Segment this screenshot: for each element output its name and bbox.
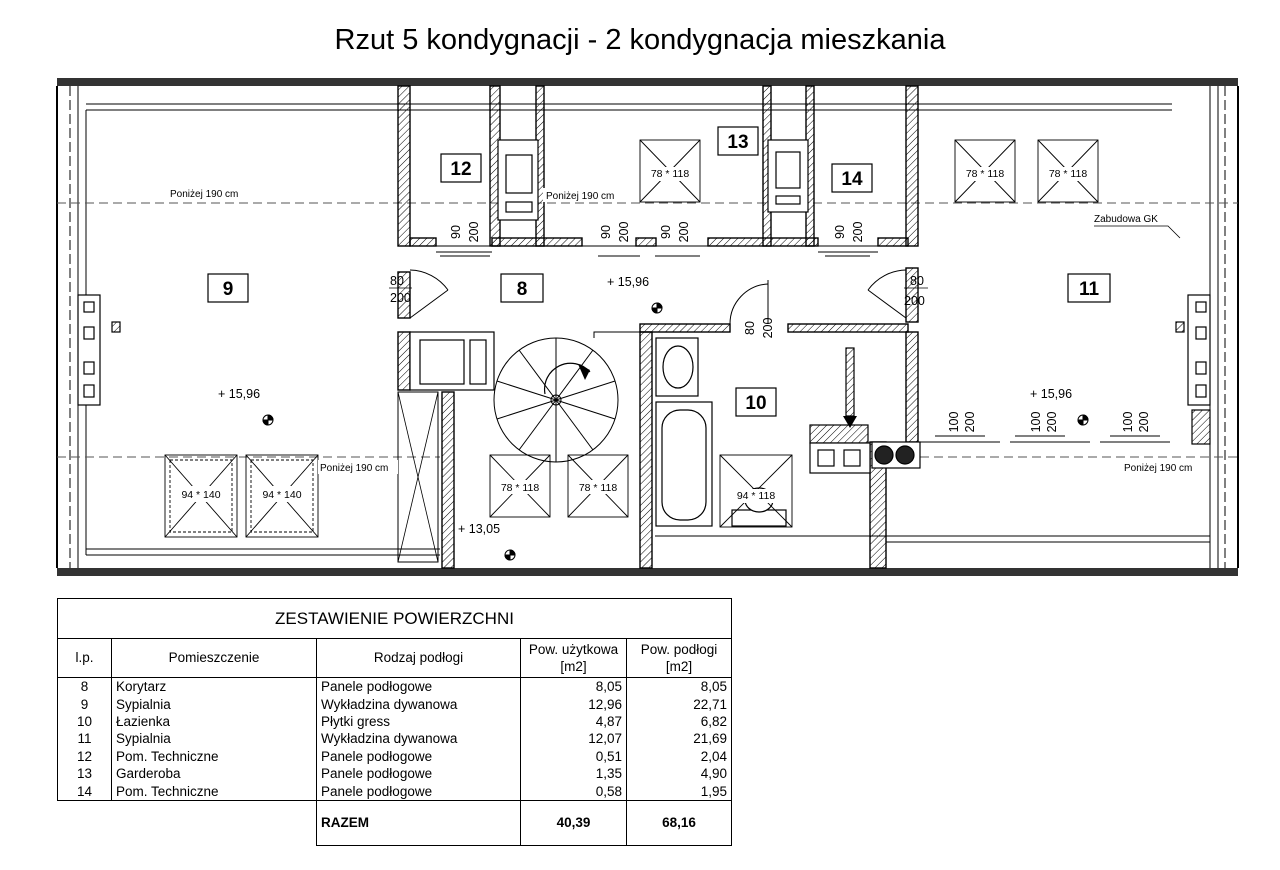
cell-usable: 12,96: [521, 695, 627, 712]
window-label: 78 * 118: [578, 482, 618, 494]
window-label: 94 * 140: [181, 489, 221, 501]
spiral-stairs: [494, 332, 640, 462]
cell-room: Łazienka: [112, 713, 317, 730]
door-width: 90: [449, 225, 463, 239]
table-row: [58, 695, 732, 712]
room-label: 9: [222, 279, 234, 300]
door-width: 80: [743, 321, 757, 335]
cell-floor: Wykładzina dywanowa: [317, 730, 521, 747]
door-width: 100: [1029, 411, 1043, 433]
table-row: [58, 730, 732, 747]
height-note: Poniżej 190 cm: [1124, 463, 1193, 474]
door-height: 200: [963, 411, 977, 433]
header-lp: l.p.: [58, 638, 112, 677]
total-label: RAZEM: [317, 800, 521, 845]
table-caption: ZESTAWIENIE POWIERZCHNI: [58, 599, 732, 639]
elevation-label: + 15,96: [607, 275, 650, 289]
cell-usable: 0,51: [521, 748, 627, 765]
cell-floor: Wykładzina dywanowa: [317, 695, 521, 712]
window-label: 94 * 118: [736, 490, 776, 502]
room-label: 13: [727, 132, 749, 153]
cell-usable: 12,07: [521, 730, 627, 747]
cell-usable: 4,87: [521, 713, 627, 730]
door-height: 200: [1045, 411, 1059, 433]
cell-floor: Panele podłogowe: [317, 782, 521, 800]
cell-room: Pom. Techniczne: [112, 748, 317, 765]
cell-usable: 1,35: [521, 765, 627, 782]
cell-floor-area: 4,90: [627, 765, 732, 782]
plan-title: Rzut 5 kondygnacji - 2 kondygnacja mieszkania: [334, 24, 946, 56]
door-width: 100: [947, 411, 961, 433]
bottom-slab: [57, 568, 1238, 576]
elevation-label: + 15,96: [1030, 387, 1073, 401]
cell-lp: 13: [58, 765, 112, 782]
room-label: 12: [450, 159, 472, 180]
area-summary-table: [57, 598, 732, 846]
header-floor-area: Pow. podłogi [m2]: [627, 638, 732, 677]
door-height: 200: [851, 221, 865, 243]
total-usable: 40,39: [521, 800, 627, 845]
cell-lp: 10: [58, 713, 112, 730]
door-height: 200: [677, 221, 691, 243]
window-label: 94 * 140: [262, 489, 302, 501]
window-label: 78 * 118: [1048, 168, 1088, 180]
door-swings: [410, 270, 906, 324]
door-width: 100: [1121, 411, 1135, 433]
table-row: [58, 765, 732, 782]
door-width: 80: [910, 274, 924, 288]
roof-windows: [165, 140, 1098, 537]
table-row: [58, 782, 732, 800]
cell-room: Sypialnia: [112, 695, 317, 712]
cell-room: Korytarz: [112, 677, 317, 695]
door-height: 200: [617, 221, 631, 243]
height-note: Poniżej 190 cm: [546, 191, 615, 202]
cell-usable: 8,05: [521, 677, 627, 695]
cell-floor: Panele podłogowe: [317, 677, 521, 695]
cell-lp: 11: [58, 730, 112, 747]
door-width: 90: [599, 225, 613, 239]
cell-lp: 9: [58, 695, 112, 712]
header-floor: Rodzaj podłogi: [317, 638, 521, 677]
room-label: 11: [1078, 279, 1100, 300]
door-width: 90: [833, 225, 847, 239]
cell-floor-area: 21,69: [627, 730, 732, 747]
height-note: Poniżej 190 cm: [170, 189, 239, 200]
cell-floor: Panele podłogowe: [317, 765, 521, 782]
header-usable: Pow. użytkowa [m2]: [521, 638, 627, 677]
cell-room: Pom. Techniczne: [112, 782, 317, 800]
cell-usable: 0,58: [521, 782, 627, 800]
window-label: 78 * 118: [965, 168, 1005, 180]
cell-floor: Panele podłogowe: [317, 748, 521, 765]
cell-floor-area: 6,82: [627, 713, 732, 730]
table-row: [58, 748, 732, 765]
cell-floor-area: 22,71: [627, 695, 732, 712]
door-height: 200: [467, 221, 481, 243]
elevation-label: + 13,05: [458, 522, 501, 536]
table-row: [58, 713, 732, 730]
door-width: 90: [659, 225, 673, 239]
cell-floor-area: 2,04: [627, 748, 732, 765]
cell-floor-area: 8,05: [627, 677, 732, 695]
gk-note: Zabudowa GK: [1094, 214, 1158, 225]
door-height: 200: [390, 291, 411, 305]
cell-floor-area: 1,95: [627, 782, 732, 800]
door-height: 200: [761, 317, 775, 339]
cell-room: Sypialnia: [112, 730, 317, 747]
window-label: 78 * 118: [500, 482, 540, 494]
elevation-label: + 15,96: [218, 387, 261, 401]
header-room: Pomieszczenie: [112, 638, 317, 677]
door-height: 200: [1137, 411, 1151, 433]
cell-room: Garderoba: [112, 765, 317, 782]
room-label: 8: [516, 279, 528, 300]
door-width: 80: [390, 274, 404, 288]
door-height: 200: [904, 294, 925, 308]
room-label: 14: [841, 169, 863, 190]
cell-lp: 8: [58, 677, 112, 695]
cell-lp: 14: [58, 782, 112, 800]
window-label: 78 * 118: [650, 168, 690, 180]
top-slab: [57, 78, 1238, 86]
cell-lp: 12: [58, 748, 112, 765]
height-note: Poniżej 190 cm: [320, 463, 389, 474]
cell-floor: Płytki gress: [317, 713, 521, 730]
total-floor-area: 68,16: [627, 800, 732, 845]
room-label: 10: [745, 393, 767, 414]
table-row: [58, 677, 732, 695]
